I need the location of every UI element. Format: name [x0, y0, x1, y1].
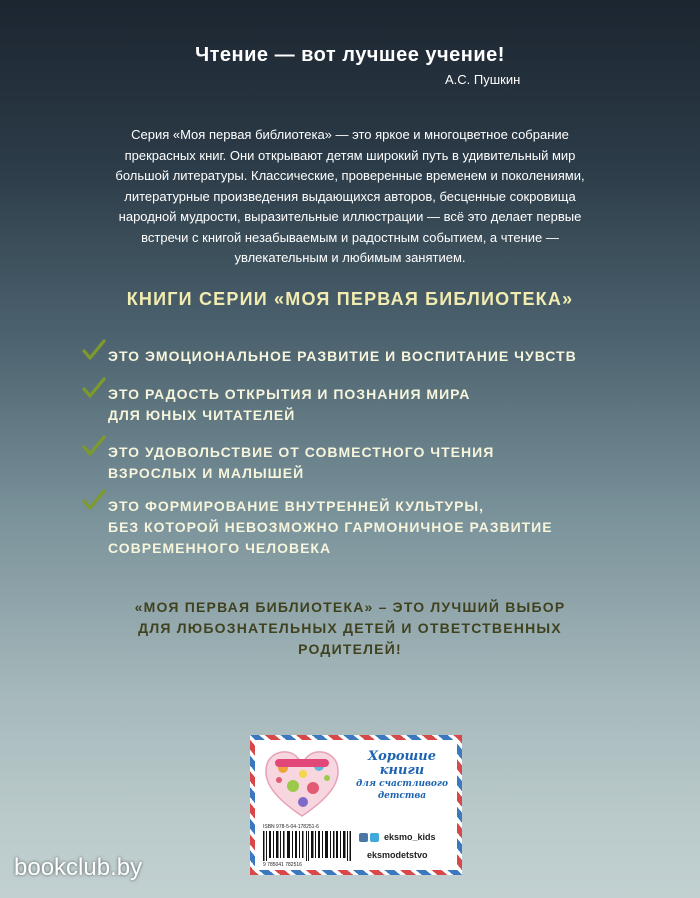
benefit-line: ЭТО РАДОСТЬ ОТКРЫТИЯ И ПОЗНАНИЯ МИРА	[108, 386, 471, 402]
card-subtitle: для счастливого детства	[356, 779, 448, 801]
closing-line: РОДИТЕЛЕЙ!	[298, 641, 402, 657]
benefit-text	[108, 346, 577, 367]
benefit-line: ЭТО УДОВОЛЬСТВИЕ ОТ СОВМЕСТНОГО ЧТЕНИЯ	[108, 444, 495, 460]
closing-line: ДЛЯ ЛЮБОЗНАТЕЛЬНЫХ ДЕТЕЙ И ОТВЕТСТВЕННЫХ	[138, 620, 562, 636]
benefit-line: ЭТО ФОРМИРОВАНИЕ ВНУТРЕННЕЙ КУЛЬТУРЫ,	[108, 498, 485, 514]
intro-line: народной мудрости, выразительные иллюстрации — всё это делает первые	[118, 209, 582, 224]
social-network-icon	[370, 833, 379, 842]
benefit-line: СОВРЕМЕННОГО ЧЕЛОВЕКА	[108, 540, 332, 556]
barcode-icon	[263, 831, 351, 861]
publisher-site: eksmodetstvo	[367, 850, 428, 860]
card-title-line: Хорошие	[368, 749, 436, 764]
benefit-text	[108, 442, 494, 484]
checkmark-icon	[82, 434, 106, 458]
benefit-line: ЭТО ЭМОЦИОНАЛЬНОЕ РАЗВИТИЕ И ВОСПИТАНИЕ ЧУВСТВ	[108, 348, 577, 364]
benefit-text	[108, 496, 553, 559]
card-title	[347, 750, 457, 802]
barcode-digits: 9 785041 782516	[263, 862, 302, 868]
benefit-text	[108, 384, 470, 426]
series-description	[110, 125, 590, 269]
closing-line: «МОЯ ПЕРВАЯ БИБЛИОТЕКА» – ЭТО ЛУЧШИЙ ВЫБОР	[134, 599, 566, 615]
checkmark-icon	[82, 338, 106, 362]
quote-text: Чтение — вот лучшее учение!	[195, 44, 505, 66]
benefit-line: ДЛЯ ЮНЫХ ЧИТАТЕЛЕЙ	[108, 407, 296, 423]
intro-line: встречи с книгой незабываемым и радостным событием, а чтение —	[141, 229, 559, 245]
card-title-line: книги	[379, 763, 425, 778]
quote-author: А.С. Пушкин	[445, 72, 521, 87]
social-handle: eksmo_kids	[384, 832, 436, 842]
intro-line: литературные произведения выдающихся авторов, бесценные сокровища	[124, 188, 576, 204]
checkmark-icon	[82, 488, 106, 512]
intro-line: Серия «Моя первая библиотека» — это яркое и многоцветное собрание	[131, 127, 569, 142]
closing-statement	[0, 597, 700, 660]
series-heading: КНИГИ СЕРИИ «МОЯ ПЕРВАЯ БИБЛИОТЕКА»	[126, 289, 574, 309]
intro-line: прекрасных книг. Они открывают детям широкий путь в удивительный мир	[124, 147, 576, 163]
heart-illustration-icon	[261, 746, 343, 820]
intro-line: увлекательным и любимым занятием.	[234, 250, 466, 265]
isbn-label: ISBN 978-5-04-178251-6	[263, 824, 319, 830]
intro-line: большой литературы. Классические, проверенные временем и поколениями,	[115, 168, 585, 183]
vk-icon	[359, 833, 368, 842]
benefit-line: ВЗРОСЛЫХ И МАЛЫШЕЙ	[108, 465, 305, 481]
publisher-card	[250, 735, 462, 875]
quote-block	[0, 44, 700, 87]
benefit-line: БЕЗ КОТОРОЙ НЕВОЗМОЖНО ГАРМОНИЧНОЕ РАЗВИТИЕ	[108, 519, 553, 535]
social-row	[359, 832, 436, 842]
watermark: bookclub.by	[14, 854, 143, 881]
checkmark-icon	[82, 376, 106, 400]
